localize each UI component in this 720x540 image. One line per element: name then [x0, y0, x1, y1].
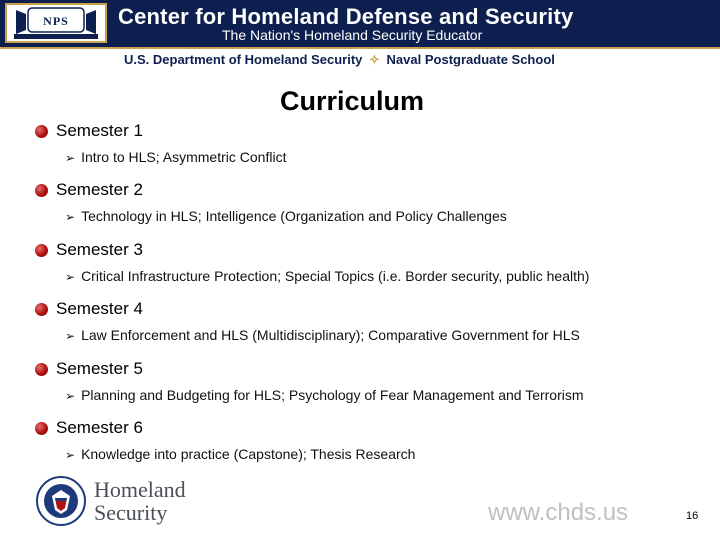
semester-label: Semester 5 [56, 359, 143, 378]
arrow-bullet-icon: ➢ [65, 329, 76, 343]
semester-detail-text: Intro to HLS; Asymmetric Conflict [81, 149, 287, 165]
semester-label: Semester 4 [56, 299, 143, 318]
red-bullet-icon [35, 363, 48, 376]
banner-divider [0, 47, 720, 49]
semester-detail-text: Planning and Budgeting for HLS; Psychology of Fear Management and Terrorism [81, 387, 584, 403]
nps-logo-text: NPS [43, 14, 69, 28]
semester-detail-text: Knowledge into practice (Capstone); Thesis Research [81, 446, 416, 462]
nps-logo [4, 2, 108, 44]
page-title [0, 86, 720, 117]
arrow-bullet-icon: ➢ [65, 210, 76, 224]
wordmark-line-2: Security [94, 500, 168, 525]
semester-detail [65, 268, 589, 284]
semester-item-2 [35, 180, 715, 234]
semester-item-3 [35, 240, 715, 294]
wordmark-line-1: Homeland [94, 477, 186, 502]
red-bullet-icon [35, 244, 48, 257]
red-bullet-icon [35, 184, 48, 197]
dhs-seal-icon [36, 476, 86, 526]
semester-detail-text: Critical Infrastructure Protection; Special Topics (i.e. Border security, public health) [81, 268, 590, 284]
arrow-bullet-icon: ➢ [65, 151, 76, 165]
semester-label: Semester 1 [56, 121, 143, 140]
department-line [124, 52, 555, 68]
header-banner [0, 0, 720, 47]
semester-item-1 [35, 121, 715, 175]
center-title: Center for Homeland Defense and Security [118, 4, 574, 29]
arrow-bullet-icon: ➢ [65, 448, 76, 462]
semester-item-4 [35, 299, 715, 353]
semester-detail-text: Technology in HLS; Intelligence (Organization and Policy Challenges [81, 208, 507, 224]
page-number: 16 [686, 510, 699, 522]
center-subtitle: The Nation's Homeland Security Educator [222, 27, 483, 43]
semester-item-6 [35, 418, 715, 472]
semester-label: Semester 6 [56, 418, 143, 437]
red-bullet-icon [35, 422, 48, 435]
arrow-bullet-icon: ➢ [65, 389, 76, 403]
semester-detail [65, 327, 580, 343]
semester-item-5 [35, 359, 715, 413]
homeland-security-wordmark [94, 478, 186, 524]
arrow-bullet-icon: ➢ [65, 270, 76, 284]
semester-label: Semester 2 [56, 180, 143, 199]
semester-detail [65, 387, 584, 403]
red-bullet-icon [35, 303, 48, 316]
semester-detail [65, 149, 286, 165]
dept-name: U.S. Department of Homeland Security [124, 52, 363, 67]
page-title-text: Curriculum [279, 86, 425, 116]
red-bullet-icon [35, 125, 48, 138]
semester-detail [65, 208, 507, 224]
website-url: www.chds.us [488, 499, 629, 526]
school-name: Naval Postgraduate School [386, 52, 555, 67]
semester-detail [65, 446, 415, 462]
star-separator-icon: ✧ [369, 52, 380, 67]
semester-label: Semester 3 [56, 240, 143, 259]
semester-detail-text: Law Enforcement and HLS (Multidisciplinary); Comparative Government for HLS [81, 327, 580, 343]
